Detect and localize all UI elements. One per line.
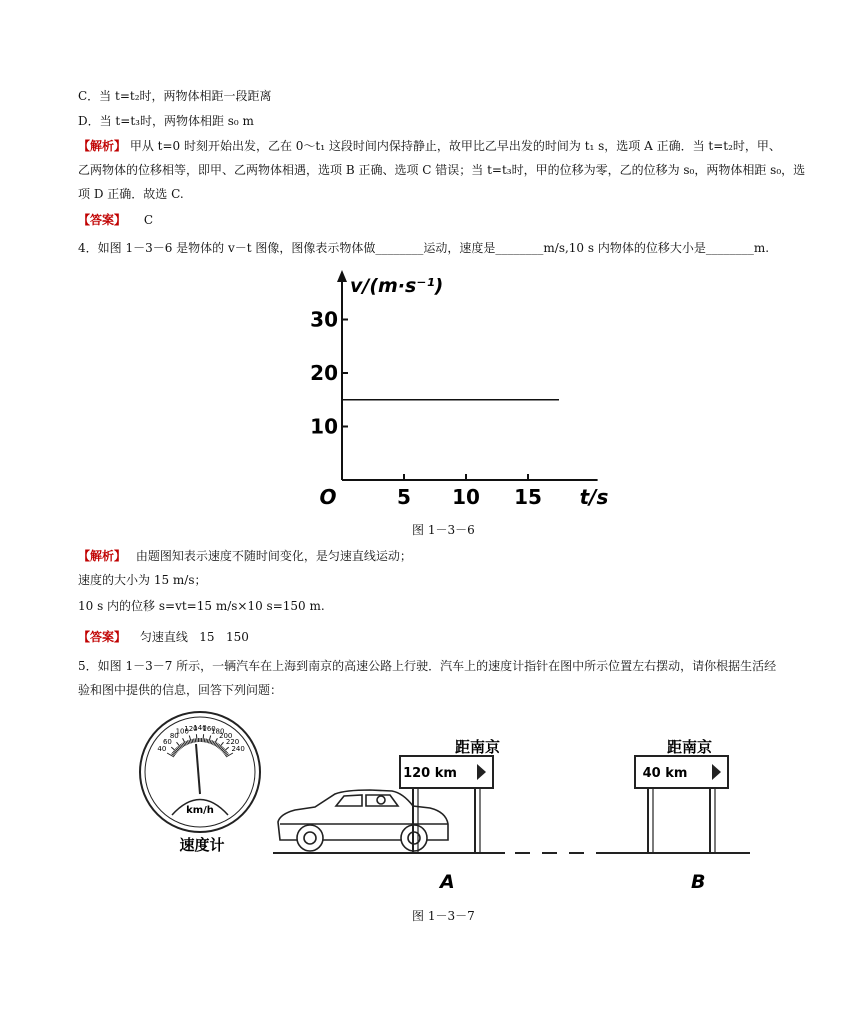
point-b-label: B [691,871,706,893]
q3-analysis-line-1 [78,138,781,154]
speedometer-tick [187,740,188,744]
sign-a-distance: 120 km [403,766,457,781]
option-d: D．当 t=t₃时，两物体相距 s₀ m [78,114,254,128]
q3-analysis-line-3: 项 D 正确．故选 C. [78,187,184,201]
speedometer-scale-label: 80 [169,732,179,741]
y-tick-label: 10 [310,414,338,439]
speedometer-tick [207,739,208,743]
y-axis-arrow [337,270,347,282]
x-tick-label: 15 [514,485,542,509]
q5-question-line-2: 验和图中提供的信息，回答下列问题： [78,683,283,697]
speedometer-scale-label: 180 [211,727,225,736]
speedometer-tick [192,739,193,743]
speedometer-label: 速度计 [179,836,225,854]
speedometer-scale-label: 100 [175,727,189,736]
speedometer-tick [210,740,211,744]
q4-analysis-line-1 [78,548,412,564]
x-tick-label: 10 [452,485,480,509]
speedometer-needle [196,744,200,794]
speedometer-scale-label: 140 [193,724,207,732]
figure-caption-1-3-7: 图 1－3－7 [412,909,475,923]
y-tick-label: 30 [310,307,338,332]
option-c: C．当 t=t₂时，两物体相距一段距离 [78,89,272,103]
y-tick-label: 20 [310,361,338,385]
speedometer-tick [206,739,207,743]
sign-b-distance: 40 km [642,766,688,781]
q5-question-line-1: 5．如图 1－3－7 所示，一辆汽车在上海到南京的高速公路上行驶．汽车上的速度计指针在图中所示位置左右摆动，请你根据生活经 [78,659,777,673]
sign-a-title: 距南京 [455,738,501,756]
x-axis-label: t/s [579,485,609,509]
speedometer-scale-label: 220 [225,737,240,746]
speedometer-scale-label: 200 [218,732,233,741]
speedometer-tick [189,740,190,744]
x-tick-label: 5 [397,485,411,509]
speedometer-tick [196,734,197,742]
q4-answer [78,629,249,645]
y-axis-label: v/(m·s⁻¹) [350,275,444,297]
highway-figure [130,700,760,900]
answer-tag: 【答案】 [78,213,127,227]
speedometer-tick [211,740,212,744]
speedometer-scale-label: 40 [157,745,167,754]
speedometer-scale-label: 160 [202,724,216,733]
q4-analysis-line-3: 10 s 内的位移 s=vt=15 m/s×10 s=150 m. [78,599,325,613]
sign-b-title: 距南京 [667,738,713,756]
sign-b [635,738,728,853]
speedometer-scale-label: 120 [184,724,198,733]
figure-caption-1-3-6: 图 1－3－6 [412,523,475,537]
speedometer-scale-label: 60 [162,737,172,746]
speedometer-tick [195,738,196,742]
q3-analysis-line-2: 乙两物体的位移相等，即甲、乙两物体相遇，选项 B 正确、选项 C 错误；当 t=t₃时，甲的位移为零，乙的位移为 s₀，两物体相距 s₀，选 [78,163,806,177]
speedometer-scale-label: 240 [231,745,245,754]
q4-analysis-line-2: 速度的大小为 15 m/s； [78,573,207,587]
analysis-text: 甲从 t=0 时刻开始出发，乙在 0～t₁ 这段时间内保持静止，故甲比乙早出发的时间为 t₁ s，选项 A 正确．当 t=t₂时，甲、 [129,139,781,153]
car [278,790,448,851]
vt-chart [300,268,610,513]
q3-answer [78,212,153,228]
analysis-text: 由题图知表示速度不随时间变化，是匀速直线运动； [135,549,412,563]
answer-text: C [143,213,154,227]
analysis-tag: 【解析】 [78,139,127,153]
speedometer-tick [204,738,205,742]
speedometer-tick [203,734,204,742]
speedometer-unit: km/h [186,805,214,816]
analysis-tag: 【解析】 [78,549,127,563]
speedometer-tick [194,739,195,743]
origin-label: O [319,485,337,509]
speedometer [140,712,260,854]
q4-question: 4．如图 1－3－6 是物体的 v－t 图像，图像表示物体做________运动，速度是________m/s,10 s 内物体的位移大小是________m. [78,241,770,255]
point-a-label: A [440,871,455,893]
answer-tag: 【答案】 [78,630,127,644]
answer-text: 匀速直线 15 150 [139,630,249,644]
